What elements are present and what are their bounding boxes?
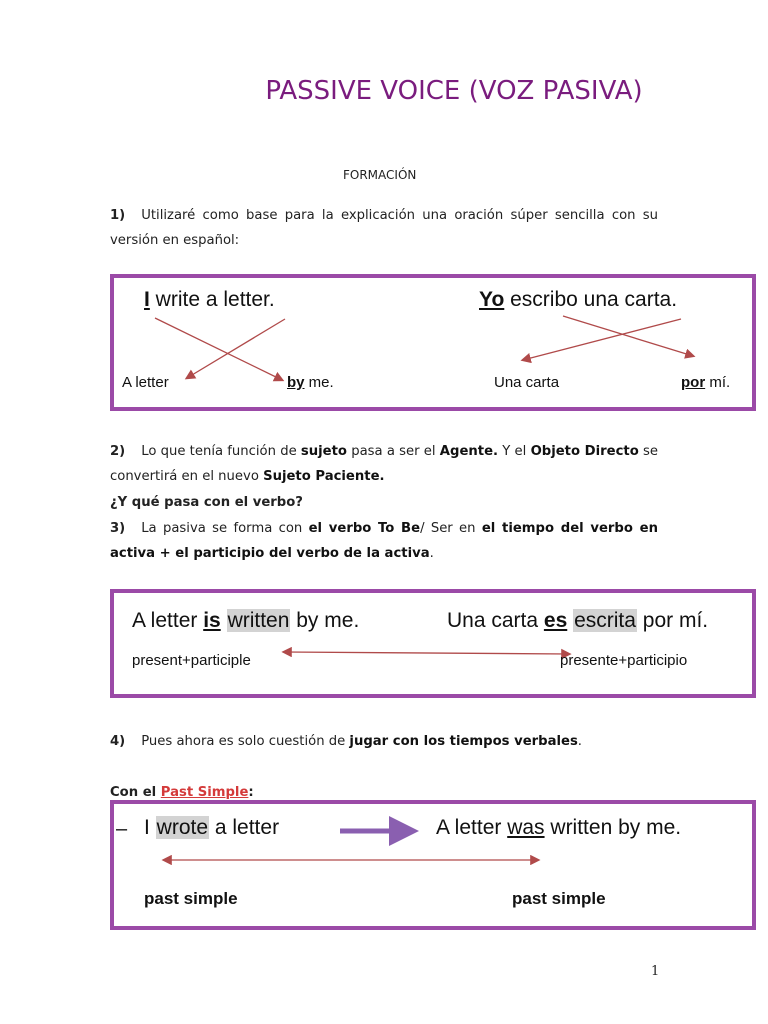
subject-i: I — [144, 288, 150, 311]
text: Pues ahora es solo cuestión de — [141, 734, 350, 749]
example-box-passive — [110, 589, 756, 698]
bold-text: sujeto — [300, 444, 347, 459]
text: A letter — [436, 816, 508, 839]
bold-text: Objeto Directo — [530, 444, 639, 459]
past-simple-link[interactable]: Past Simple — [160, 785, 249, 800]
text: a letter — [209, 816, 280, 839]
paragraph-1 — [110, 203, 658, 253]
text: . — [429, 546, 434, 561]
text: A letter — [132, 609, 204, 632]
text: written by me. — [544, 816, 682, 839]
paragraph-3 — [110, 516, 658, 566]
object-en: A letter — [122, 374, 169, 391]
by-word: by — [287, 374, 305, 391]
verb-ser: es — [543, 609, 568, 632]
past-active-sentence — [144, 816, 279, 840]
active-sentence-en — [144, 288, 275, 312]
me-word: me. — [304, 374, 334, 391]
bold-text: el tiempo del verbo en activa + el participio del verbo de la activa — [110, 521, 658, 561]
paragraph-4 — [110, 729, 658, 754]
text: by me. — [290, 609, 360, 632]
text: Con el — [110, 785, 161, 800]
list-dash: – — [116, 818, 128, 840]
text: por mí. — [636, 609, 709, 632]
paragraph-number: 3) — [110, 521, 126, 536]
page-number: 1 — [651, 964, 660, 979]
section-subtitle: FORMACIÓN — [343, 168, 417, 182]
passive-sentence-en — [132, 609, 359, 633]
sentence-rest: escribo una carta. — [504, 288, 678, 311]
text: Y el — [498, 444, 531, 459]
text: / Ser en — [420, 521, 482, 536]
agent-en — [287, 374, 334, 391]
por-word: por — [681, 374, 706, 391]
sentence-rest: write a letter. — [149, 288, 275, 311]
paragraph-number: 1) — [110, 208, 126, 223]
subject-yo: Yo — [479, 288, 505, 311]
paragraph-2 — [110, 439, 658, 489]
example-box-past-simple — [110, 800, 756, 930]
page-title: PASSIVE VOICE (VOZ PASIVA) — [265, 76, 643, 106]
example-box-active — [110, 274, 756, 411]
label-right: presente+participio — [560, 652, 688, 669]
text: . — [577, 734, 582, 749]
text: : — [248, 785, 254, 800]
label-left: past simple — [144, 889, 238, 908]
paragraph-text: Utilizaré como base para la explicación una oración súper sencilla con su versión en español: — [110, 208, 658, 248]
object-es: Una carta — [494, 374, 560, 391]
text: La pasiva se forma con — [141, 521, 309, 536]
text: I — [144, 816, 156, 839]
label-right: past simple — [512, 889, 606, 908]
label-left: present+participle — [132, 652, 251, 669]
agent-es — [681, 374, 730, 391]
past-passive-sentence — [436, 816, 681, 840]
past-verb: wrote — [156, 816, 209, 839]
text: se convertirá en el nuevo — [110, 444, 658, 484]
active-sentence-es — [479, 288, 677, 312]
passive-sentence-es — [447, 609, 708, 633]
question-verb: ¿Y qué pasa con el verbo? — [110, 495, 303, 510]
bold-text: Sujeto Paciente. — [263, 469, 385, 484]
text: Una carta — [447, 609, 544, 632]
paragraph-number: 4) — [110, 734, 126, 749]
bold-text: jugar con los tiempos verbales — [349, 734, 578, 749]
participle: written — [227, 609, 290, 632]
bold-text: el verbo To Be — [308, 521, 421, 536]
bold-text: Agente. — [439, 444, 499, 459]
mi-word: mí. — [705, 374, 731, 391]
paragraph-number: 2) — [110, 444, 126, 459]
participio: escrita — [574, 609, 636, 632]
verb-be: is — [203, 609, 221, 632]
text: Lo que tenía función de — [141, 444, 301, 459]
text: pasa a ser el — [347, 444, 440, 459]
verb-was: was — [507, 816, 545, 839]
